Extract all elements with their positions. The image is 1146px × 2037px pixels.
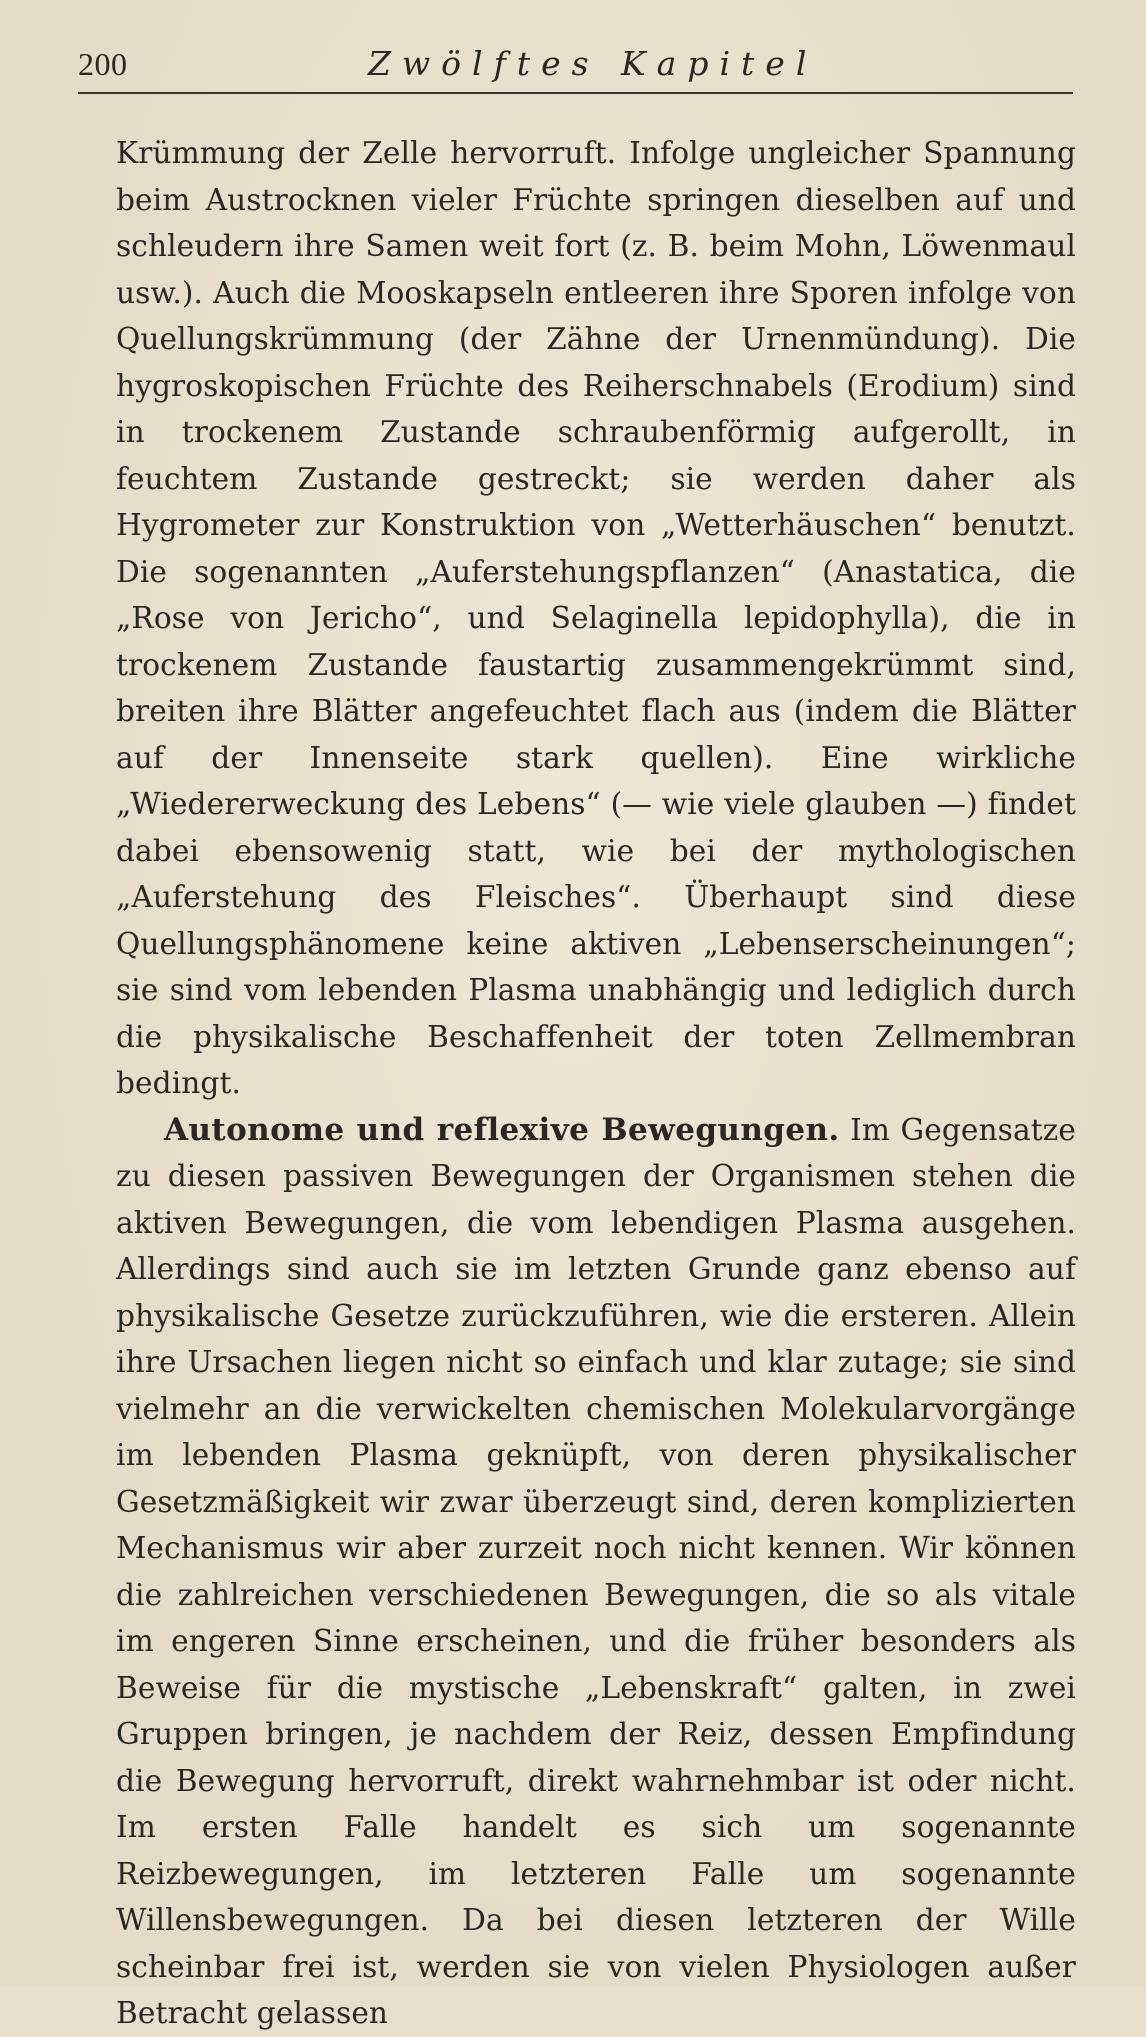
paragraph-bewegungen-text: Im Gegensatze zu diesen passiven Bewegungen der Organismen stehen die aktiven Bewegungen, die vom lebendigen Plasma ausgehen. Allerdings sind auch sie im letzten Grunde ganz ebenso auf physikalische Gesetze zurückzuführen, wie die ersteren. Allein ihre Ursachen liegen nicht so einfach und klar zutage; sie sind vielmehr an die verwickelten chemischen Molekularvorgänge im lebenden Plasma geknüpft, von deren physikalischer Gesetzmäßigkeit wir zwar überzeugt sind, deren komplizierten Mechanismus wir aber zurzeit noch nicht kennen. Wir können die zahlreichen verschiedenen Bewegungen, die so als vitale im engeren Sinne erscheinen, und die früher besonders als Beweise für die mystische „Lebenskraft“ galten, in zwei Gruppen bringen, je nachdem der Reiz, dessen Empfindung die Bewegung hervorruft, direkt wahrnehmbar ist oder nicht. Im ersten Falle handelt es sich um sogenannte Reizbewegungen, im letzteren Falle um sogenannte Willensbewegungen. Da bei diesen letzteren der Wille scheinbar frei ist, werden sie von vielen Physiologen außer Betracht gelassen: [116, 1112, 1076, 2030]
chapter-title: Zwölftes Kapitel: [368, 44, 818, 83]
page-number: 200: [78, 46, 128, 82]
paragraph-quellung: Krümmung der Zelle hervorruft. Infolge ungleicher Spannung beim Austrocknen vieler Früchte springen dieselben auf und schleudern ihre Samen weit fort (z. B. beim Mohn, Löwenmaul usw.). Auch die Mooskapseln entleeren ihre Sporen infolge von Quellungskrümmung (der Zähne der Urnenmündung). Die hygroskopischen Früchte des Reiherschnabels (Erodium) sind in trockenem Zustande schraubenförmig aufgerollt, in feuchtem Zustande gestreckt; sie werden daher als Hygrometer zur Konstruktion von „Wetterhäuschen“ benutzt. Die sogenannten „Auferstehungspflanzen“ (Anastatica, die „Rose von Jericho“, und Selaginella lepidophylla), die in trockenem Zustande faustartig zusammengekrümmt sind, breiten ihre Blätter angefeuchtet flach aus (indem die Blätter auf der Innenseite stark quellen). Eine wirkliche „Wiedererweckung des Lebens“ (— wie viele glauben —) findet dabei ebensowenig statt, wie bei der mythologischen „Auferstehung des Fleisches“. Überhaupt sind diese Quellungsphänomene keine aktiven „Lebenserscheinungen“; sie sind vom lebenden Plasma unabhängig und lediglich durch die physikalische Beschaffenheit der toten Zellmembran bedingt.: [116, 136, 1076, 1100]
paragraph-bewegungen: [116, 1107, 1076, 2037]
section-heading: Autonome und reflexive Bewegungen.: [164, 1111, 840, 1148]
body-text: [116, 130, 1076, 2037]
running-head: [78, 40, 1073, 94]
